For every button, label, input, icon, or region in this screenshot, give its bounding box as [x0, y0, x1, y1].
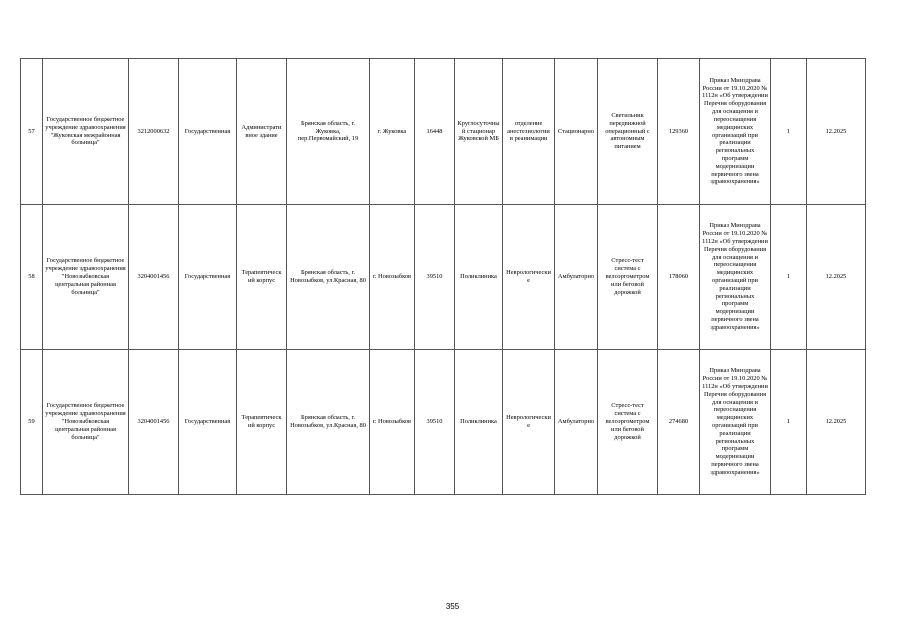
inn-code: 3204001456: [129, 205, 179, 350]
institution-name: Государственное бюджетное учреждение здравоохранения "Жуковская межрайонная больница": [43, 59, 129, 205]
equipment-table: [20, 58, 866, 495]
equipment-name: Стресс-тест система с велоэргометром или беговой дорожкой: [598, 205, 658, 350]
settlement-code: 39510: [415, 350, 455, 495]
legal-basis: Приказ Минздрава России от 19.10.2020 № 1112н «Об утверждении Перечня оборудования для оснащения и переоснащения медицинских организаций при реализации региональных программ модернизации первичного звена здравоохранения»: [700, 205, 771, 350]
equipment-name: Светильник передвижной операционный с автономным питанием: [598, 59, 658, 205]
row-number: 57: [21, 59, 43, 205]
quantity: 1: [771, 350, 807, 495]
care-type: Амбулаторно: [555, 205, 598, 350]
delivery-date: 12.2025: [807, 350, 866, 495]
ownership-form: Государственная: [179, 205, 237, 350]
legal-basis: Приказ Минздрава России от 19.10.2020 № 1112н «Об утверждении Перечня оборудования для оснащения и переоснащения медицинских организаций при реализации региональных программ модернизации первичного звена здравоохранения»: [700, 350, 771, 495]
city: г. Жуковка: [370, 59, 415, 205]
unit-type: Круглосуточны й стационар Жуковской МБ: [455, 59, 503, 205]
city: г. Новозыбков: [370, 350, 415, 495]
price: 178060: [658, 205, 700, 350]
unit-type: Поликлиника: [455, 205, 503, 350]
price: 129360: [658, 59, 700, 205]
table-row: [21, 205, 866, 350]
delivery-date: 12.2025: [807, 205, 866, 350]
building-name: Терапевтическ ий корпус: [237, 350, 287, 495]
price: 274680: [658, 350, 700, 495]
building-name: Терапевтическ ий корпус: [237, 205, 287, 350]
unit-type: Поликлиника: [455, 350, 503, 495]
department: Неврологически е: [503, 350, 555, 495]
delivery-date: 12.2025: [807, 59, 866, 205]
ownership-form: Государственная: [179, 350, 237, 495]
building-name: Администрати вное здание: [237, 59, 287, 205]
inn-code: 3204001456: [129, 350, 179, 495]
row-number: 58: [21, 205, 43, 350]
address: Брянская область, г. Новозыбков, ул.Красная, 80: [287, 205, 370, 350]
ownership-form: Государственная: [179, 59, 237, 205]
equipment-name: Стресс-тест система с велоэргометром или беговой дорожкой: [598, 350, 658, 495]
address: Брянская область, г. Новозыбков, ул.Красная, 80: [287, 350, 370, 495]
department: Неврологически е: [503, 205, 555, 350]
quantity: 1: [771, 205, 807, 350]
page-number: 355: [445, 602, 460, 611]
table-row: [21, 350, 866, 495]
legal-basis: Приказ Минздрава России от 19.10.2020 № 1112н «Об утверждении Перечня оборудования для оснащения и переоснащения медицинских организаций при реализации региональных программ модернизации первичного звена здравоохранения»: [700, 59, 771, 205]
care-type: Амбулаторно: [555, 350, 598, 495]
settlement-code: 39510: [415, 205, 455, 350]
institution-name: Государственное бюджетное учреждение здравоохранения "Новозыбковская центральная районная больница": [43, 205, 129, 350]
institution-name: Государственное бюджетное учреждение здравоохранения "Новозыбковская центральная районная больница": [43, 350, 129, 495]
row-number: 59: [21, 350, 43, 495]
inn-code: 3212000632: [129, 59, 179, 205]
care-type: Стационарно: [555, 59, 598, 205]
city: г. Новозыбков: [370, 205, 415, 350]
department: отделение анестезиологии и реанимации: [503, 59, 555, 205]
address: Брянская область, г. Жуковка, пер.Первомайский, 19: [287, 59, 370, 205]
quantity: 1: [771, 59, 807, 205]
settlement-code: 16448: [415, 59, 455, 205]
table-row: [21, 59, 866, 205]
